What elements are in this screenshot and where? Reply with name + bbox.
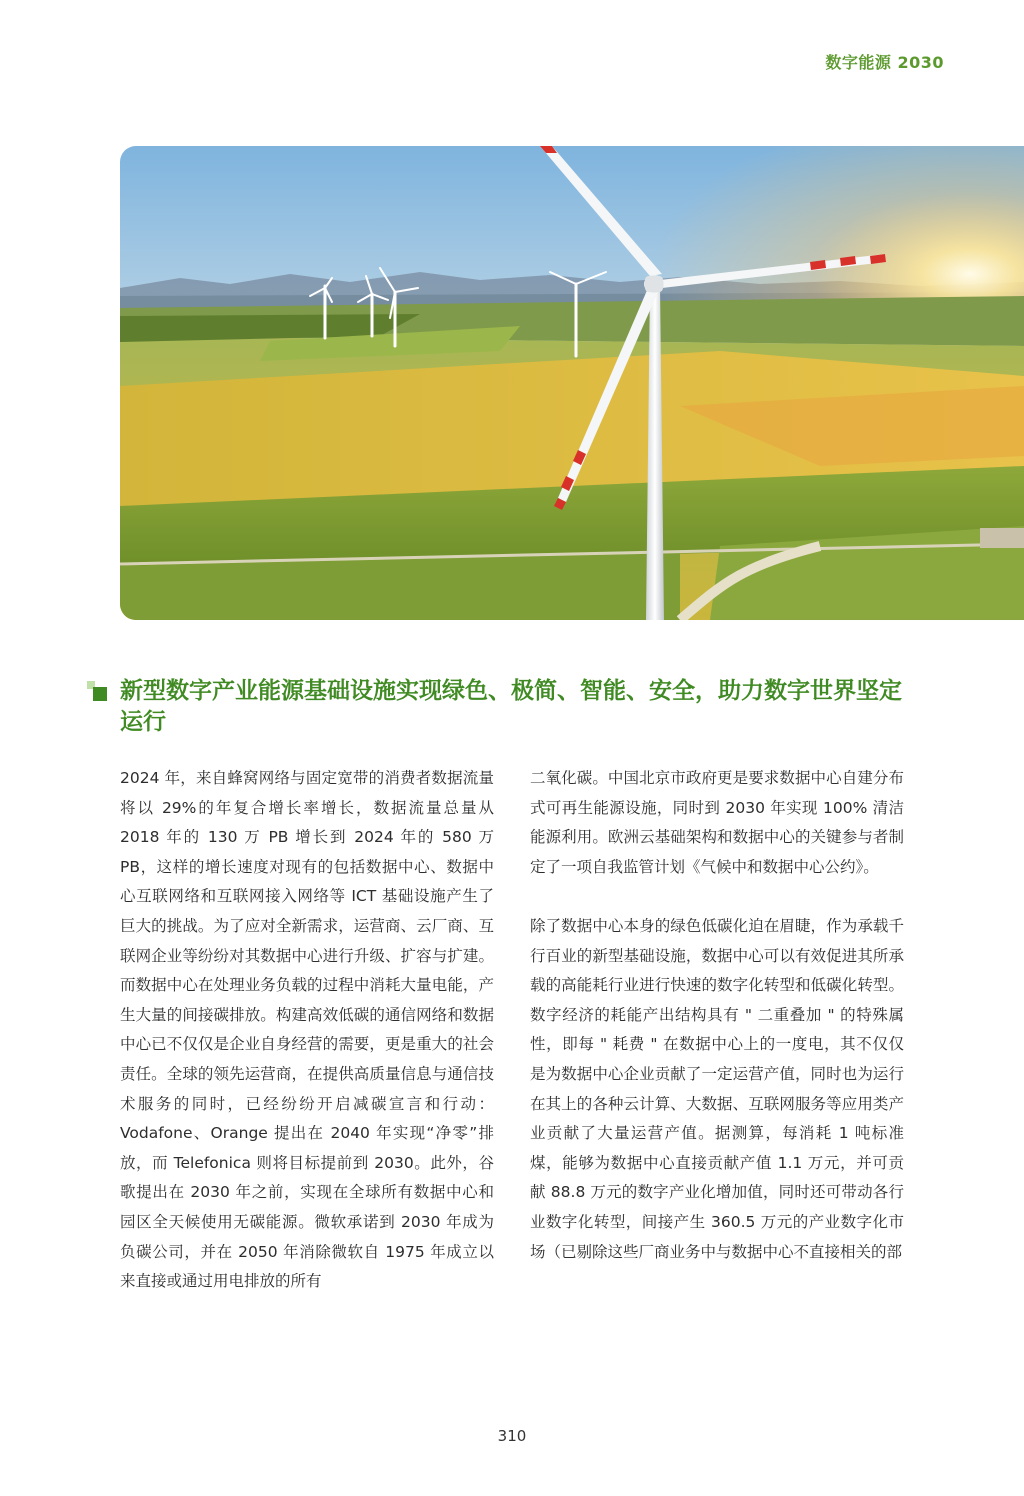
body-column-right	[530, 764, 904, 1267]
body-paragraph: 除了数据中心本身的绿色低碳化迫在眉睫，作为承载千行百业的新型基础设施，数据中心可以有效促进其所承载的高能耗行业进行快速的数字化转型和低碳化转型。数字经济的耗能产出结构具有 " 二重叠加 " 的特殊属性，即每 " 耗费 " 在数据中心上的一度电，其不仅仅是为数据中心企业贡献了一定运营产值，同时也为运行在其上的各种云计算、大数据、互联网服务等应用类产业贡献了大量运营产值。据测算，每消耗 1 吨标准煤，能够为数据中心直接贡献产值 1.1 万元，并可贡献 88.8 万元的数字产业化增加值，同时还可带动各行业数字化转型，间接产生 360.5 万元的产业数字化市场（已剔除这些厂商业务中与数据中心不直接相关的部	[530, 916, 904, 1261]
header-title: 数字能源 2030	[825, 53, 944, 72]
section-title: 新型数字产业能源基础设施实现绿色、极简、智能、安全，助力数字世界坚定运行	[120, 678, 902, 735]
body-column-left	[120, 764, 494, 1297]
hero-image	[120, 146, 1024, 620]
page-number: 310	[497, 1427, 527, 1445]
wind-turbine-landscape-icon	[120, 146, 1024, 620]
body-paragraph: 二氧化碳。中国北京市政府更是要求数据中心自建分布式可再生能源设施，同时到 2030 年实现 100% 清洁能源利用。欧洲云基础架构和数据中心的关键参与者制定了一项自我监管计划《气候中和数据中心公约》。	[530, 769, 904, 876]
body-paragraph: 2024 年，来自蜂窝网络与固定宽带的消费者数据流量将以 29%的年复合增长率增长，数据流量总量从 2018 年的 130 万 PB 增长到 2024 年的 580 万 PB，这样的增长速度对现有的包括数据中心、数据中心互联网络和互联网接入网络等 ICT 基础设施产生了巨大的挑战。为了应对全新需求，运营商、云厂商、互联网企业等纷纷对其数据中心进行升级、扩容与扩建。而数据中心在处理业务负载的过程中消耗大量电能，产生大量的间接碳排放。构建高效低碳的通信网络和数据中心已不仅仅是企业自身经营的需要，更是重大的社会责任。全球的领先运营商，在提供高质量信息与通信技术服务的同时，已经纷纷开启减碳宣言和行动：Vodafone、Orange 提出在 2040 年实现“净零”排放，而 Telefonica 则将目标提前到 2030。此外，谷歌提出在 2030 年之前，实现在全球所有数据中心和园区全天候使用无碳能源。微软承诺到 2030 年成为负碳公司，并在 2050 年消除微软自 1975 年成立以来直接或通过用电排放的所有	[120, 769, 494, 1291]
section-marker-icon	[87, 681, 109, 703]
